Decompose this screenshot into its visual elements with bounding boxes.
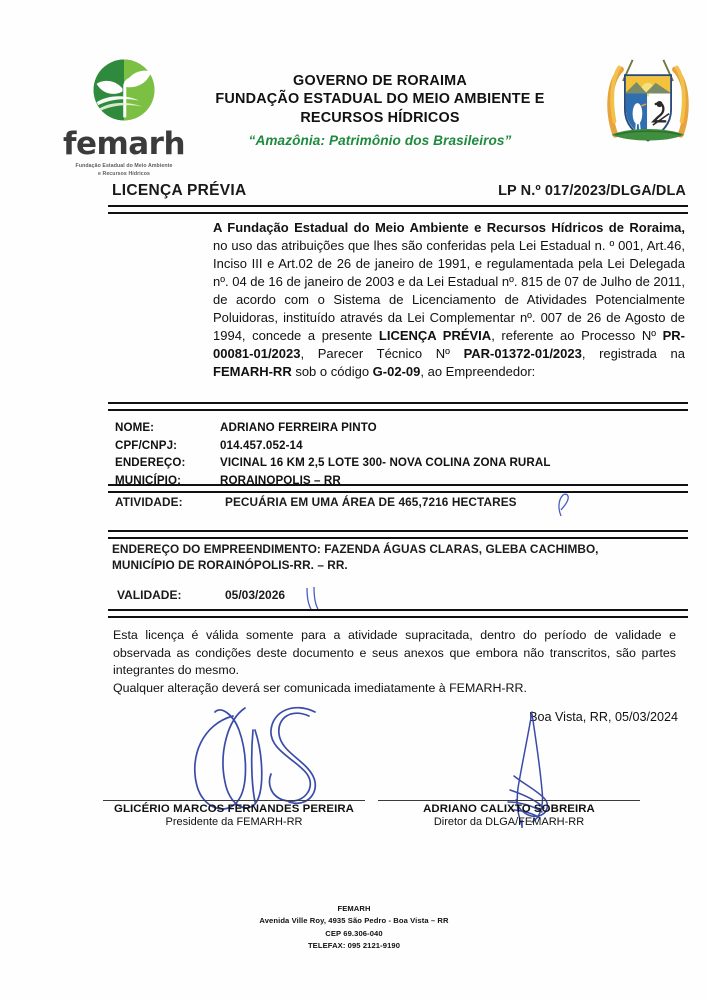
logo-wordmark: femarh: [62, 126, 186, 162]
institution-line-1: FUNDAÇÃO ESTADUAL DO MEIO AMBIENTE E: [215, 91, 545, 108]
activity-label: ATIVIDADE:: [115, 495, 183, 509]
institution-line-2: RECURSOS HÍDRICOS: [300, 109, 460, 126]
footer-org: FEMARH: [337, 904, 371, 913]
logo-subtitle-line-2: e Recursos Hídricos: [97, 170, 151, 177]
enterprise-address-block: [112, 541, 686, 573]
footer-telefax: TELEFAX: 095 2121-9190: [307, 940, 401, 950]
closing-text-block: [113, 627, 676, 697]
field-label: ENDEREÇO:: [115, 456, 186, 470]
field-value: VICINAL 16 KM 2,5 LOTE 300- NOVA COLINA ZONA RURAL: [220, 456, 551, 470]
license-number: LP N.º 017/2023/DLGA/DLA: [498, 183, 686, 199]
field-label: CPF/CNPJ:: [115, 438, 178, 452]
divider-after-entity: [108, 484, 688, 493]
header-motto: “Amazônia: Patrimônio dos Brasileiros”: [248, 133, 512, 149]
place-and-date: Boa Vista, RR, 05/03/2024: [529, 710, 678, 724]
field-label: MUNICÍPIO:: [115, 473, 182, 487]
validity-label: VALIDADE:: [117, 588, 182, 602]
roraima-coat-of-arms-icon: [600, 54, 696, 156]
divider-before-entity: [108, 402, 688, 411]
divider-after-validity: [108, 609, 688, 618]
entity-field-list: [115, 419, 688, 489]
logo-subtitle: [44, 163, 204, 179]
signatory-role: Diretor da DLGA/FEMARH-RR: [433, 816, 585, 828]
activity-row: [115, 495, 688, 509]
license-body-paragraph: A Fundação Estadual do Meio Ambiente e Recursos Hídricos de Roraima, no uso das atribuições que lhes são conferidas pela Lei Estadual n. º 001, Art.46, Inciso III e Art.02 de 26 de janeiro de 1991, e regulamentada pela Lei Delegada nº. 04 de 16 de janeiro de 2003 e da Lei Estadual nº. 815 de 07 de Julho de 2011, de acordo com o Sistema de Licenciamento de Atividades Potencialmente Poluidoras, instituído através da Lei Complementar nº. 007 de 26 de Agosto de 1994, concede a presente LICENÇA PRÉVIA, referente ao Processo Nº PR-00081-01/2023, Parecer Técnico Nº PAR-01372-01/2023, registrada na FEMARH-RR sob o código G-02-09, ao Empreendedor:: [213, 220, 685, 379]
field-row-endereco: [115, 454, 688, 472]
document-footer: [0, 903, 708, 952]
signature-block-president: [103, 800, 365, 828]
handwritten-initial-validity: [303, 584, 325, 612]
signatory-name: ADRIANO CALIXTO SOBREIRA: [423, 803, 595, 815]
leaf-logo-icon: [85, 58, 163, 128]
footer-address: Avenida Ville Roy, 4935 São Pedro - Boa Vista – RR: [259, 916, 449, 926]
divider-top: [108, 205, 688, 214]
signature-line: [378, 800, 640, 801]
validity-value: 05/03/2026: [225, 588, 286, 602]
field-row-cpf-cnpj: [115, 437, 688, 455]
document-header: [0, 52, 708, 177]
header-title-block: [188, 72, 572, 148]
footer-cep: CEP 69.306-040: [325, 928, 383, 938]
signatory-role: Presidente da FEMARH-RR: [165, 816, 303, 828]
validity-row: [117, 588, 285, 602]
signatory-name: GLICÉRIO MARCOS FERNANDES PEREIRA: [114, 803, 354, 815]
license-title: LICENÇA PRÉVIA: [112, 182, 247, 199]
license-title-row: [112, 182, 686, 200]
femarh-logo: [44, 58, 204, 179]
field-value: 014.457.052-14: [220, 438, 303, 452]
enterprise-address-line-2: MUNICÍPIO DE RORAINÓPOLIS-RR. – RR.: [112, 558, 348, 573]
activity-value: PECUÁRIA EM UMA ÁREA DE 465,7216 HECTARES: [225, 495, 517, 509]
logo-subtitle-line-1: Fundação Estadual do Meio Ambiente: [75, 163, 173, 169]
government-line: GOVERNO DE RORAIMA: [293, 73, 467, 89]
divider-after-activity: [108, 530, 688, 539]
enterprise-address-line-1: ENDEREÇO DO EMPREENDIMENTO: FAZENDA ÁGUAS CLARAS, GLEBA CACHIMBO,: [112, 542, 599, 556]
signature-line: [103, 800, 365, 801]
field-label: NOME:: [115, 421, 155, 434]
field-value: RORAINOPOLIS – RR: [220, 473, 341, 487]
field-value: ADRIANO FERREIRA PINTO: [220, 421, 377, 434]
signature-area: [0, 690, 708, 850]
closing-paragraph: Esta licença é válida somente para a atividade supracitada, dentro do período de validade e observada as condições deste documento e seus anexos que embora não transcritos, são partes integrantes do mesmo.: [113, 628, 676, 678]
signature-block-director: [378, 800, 640, 828]
field-row-nome: [115, 419, 688, 437]
closing-note: Qualquer alteração deverá ser comunicada imediatamente à FEMARH-RR.: [113, 680, 527, 695]
